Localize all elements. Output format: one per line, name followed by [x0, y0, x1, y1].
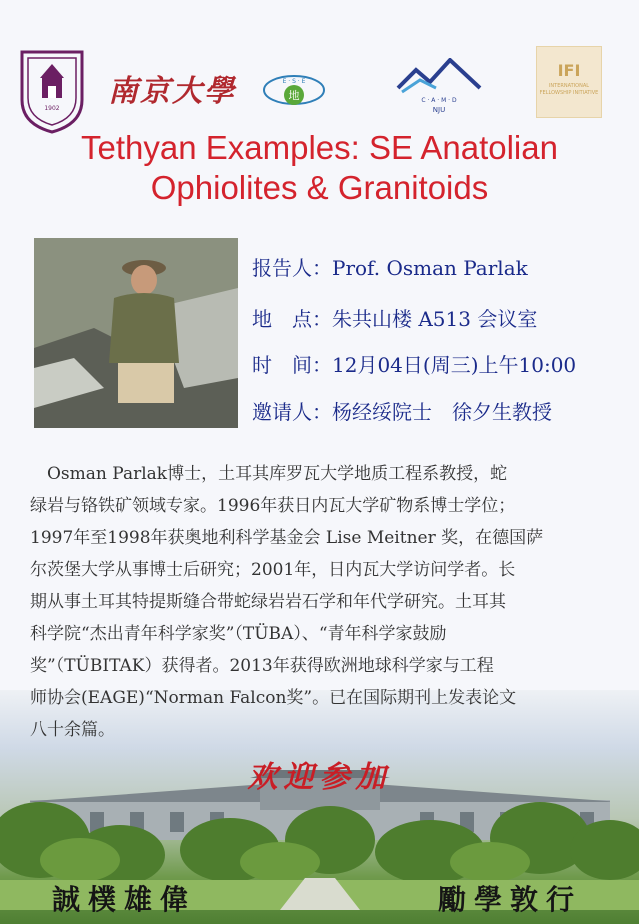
- ese-logo: [262, 70, 326, 110]
- svg-text:1902: 1902: [44, 105, 60, 112]
- bio-line: 期从事土耳其特提斯缝合带蛇绿岩岩石学和年代学研究。土耳其: [30, 592, 506, 612]
- ifi-logo: [536, 46, 602, 118]
- speaker-bio: [30, 458, 610, 746]
- university-name: 南京大學: [108, 74, 236, 109]
- speaker-value: Prof. Osman Parlak: [332, 256, 528, 280]
- welcome-text: 欢迎参加: [247, 760, 392, 795]
- bio-line: 奖”（TÜBITAK）获得者。2013年获得欧洲地球科学家与工程: [30, 656, 494, 676]
- ifi-logo-subtext: INTERNATIONAL FELLOWSHIP INITIATIVE: [539, 83, 599, 96]
- svg-text:地: 地: [288, 89, 300, 102]
- bio-line: 师协会(EAGE)“Norman Falcon奖”。已在国际期刊上发表论文: [30, 688, 517, 708]
- bio-line: 1997年至1998年获奥地利科学基金会 Lise Meitner 奖，在德国萨: [30, 528, 544, 548]
- svg-text:NJU: NJU: [432, 106, 446, 114]
- venue-value: 朱共山楼 A513 会议室: [332, 307, 538, 331]
- ifi-logo-text: IFI: [557, 61, 581, 80]
- speaker-row: [252, 252, 528, 281]
- bio-line: 尔茨堡大学从事博士后研究；2001年，日内瓦大学访问学者。长: [30, 560, 516, 580]
- bio-line: 绿岩与铬铁矿领域专家。1996年获日内瓦大学矿物系博士学位；: [30, 496, 516, 516]
- bio-line: 科学院“杰出青年科学家奖”（TÜBA）、“青年科学家鼓励: [30, 624, 447, 644]
- svg-text:E · S · E: E · S · E: [282, 78, 306, 85]
- venue-row: [252, 303, 537, 332]
- svg-text:C · A · M · D: C · A · M · D: [421, 97, 457, 104]
- host-label: 邀请人：: [252, 400, 332, 424]
- title-line-1: Tethyan Examples: SE Anatolian: [81, 129, 558, 166]
- host-row: [252, 396, 552, 425]
- motto-right: 勵學敦行: [438, 883, 583, 916]
- time-label: 时 间：: [252, 353, 332, 377]
- bio-line: Osman Parlak博士，土耳其库罗瓦大学地质工程系教授，蛇: [30, 464, 508, 484]
- nju-seal-logo: [18, 48, 86, 134]
- speaker-label: 报告人：: [252, 256, 332, 280]
- venue-label: 地 点：: [252, 307, 332, 331]
- camd-logo: [396, 58, 482, 116]
- time-value: 12月04日(周三)上午10:00: [332, 353, 577, 377]
- title-line-2: Ophiolites & Granitoids: [150, 169, 489, 206]
- motto-left: 誠樸雄偉: [52, 883, 197, 916]
- speaker-photo: [34, 238, 238, 428]
- bio-line: 八十余篇。: [30, 720, 115, 740]
- lecture-title: [0, 128, 639, 208]
- host-value: 杨经绥院士 徐夕生教授: [332, 400, 552, 424]
- time-row: [252, 349, 576, 378]
